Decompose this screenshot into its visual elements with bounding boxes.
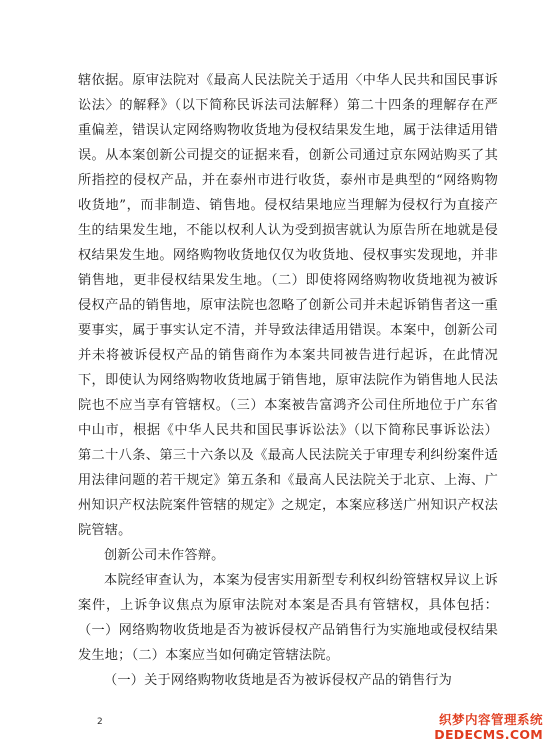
paragraph-2: 创新公司未作答辩。 [104,548,225,563]
watermark-domain: DEDECMS.COM [434,726,543,742]
paragraph-1: 辖依据。原审法院对《最高人民法院关于适用〈中华人民共和国民事诉讼法〉的解释》（以下简称民诉法司法解释）第二十四条的理解存在严重偏差，错误认定网络购物收货地为侵权结果发生地，属于法律适用错误。从本案创新公司提交的证据来看，创新公司通过京东网站购买了其所指控的侵权产品，并在泰州市进行收货，泰州市是典型的“网络购物收货地”，而非制造、销售地。侵权结果地应当理解为侵权行为直接产生的结果发生地，不能以权利人认为受到损害就认为原告所在地就是侵权结果发生地。网络购物收货地仅仅为收货地、侵权事实发现地，并非销售地，更非侵权结果发生地。（二）即使将网络购物收货地视为被诉侵权产品的销售地，原审法院也忽略了创新公司并未起诉销售者这一重要事实，属于事实认定不清，并导致法律适用错误。本案中，创新公司并未将被诉侵权产品的销售商作为本案共同被告进行起诉，在此情况下，即使认为网络购物收货地属于销售地，原审法院作为销售地人民法院也不应当享有管辖权。（三）本案被告富鸿齐公司住所地位于广东省中山市，根据《中华人民共和国民事诉讼法》（以下简称民事诉讼法）第二十八条、第三十六条以及《最高人民法院关于审理专利纠纷案件适用法律问题的若干规定》第五条和《最高人民法院关于北京、上海、广州知识产权法院案件管辖的规定》之规定，本案应移送广州知识产权法院管辖。 [78,73,498,538]
page-number: 2 [97,717,103,727]
paragraph-4: （一）关于网络购物收货地是否为被诉侵权产品的销售行为 [104,673,453,688]
watermark [434,713,543,742]
watermark-title: 织梦内容管理系统 [438,712,543,728]
paragraph-3: 本院经审查认为，本案为侵害实用新型专利权纠纷管辖权异议上诉案件，上诉争议焦点为原审法院对本案是否具有管辖权，具体包括：（一）网络购物收货地是否为被诉侵权产品销售行为实施地或侵权结果发生地；（二）本案应当如何确定管辖法院。 [78,573,498,663]
document-body [78,68,498,693]
